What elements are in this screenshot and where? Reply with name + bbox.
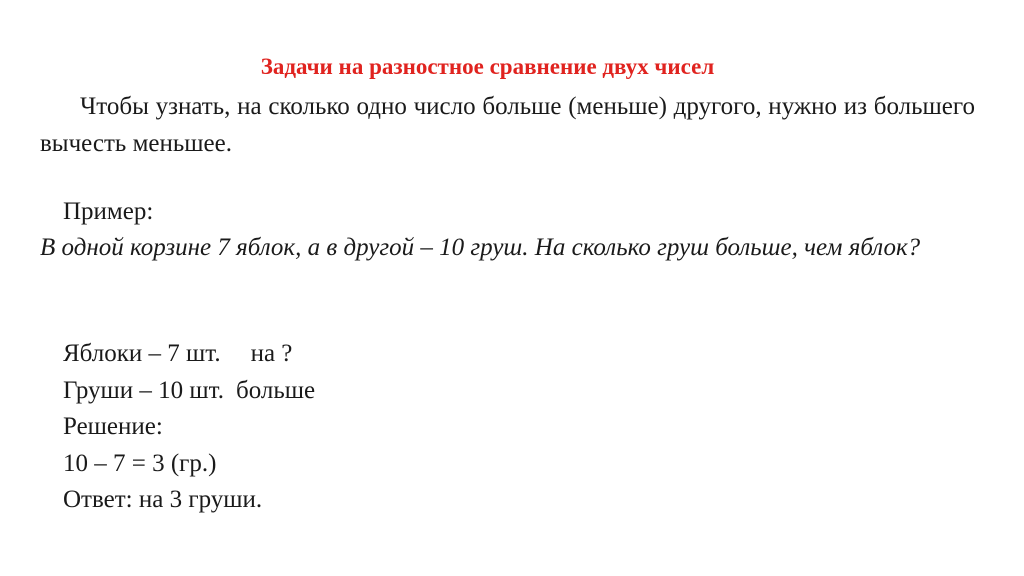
slide-title: Задачи на разностное сравнение двух чисел: [260, 54, 715, 79]
condition-apples-note: на ?: [250, 340, 293, 367]
solution-label: Решение:: [63, 413, 163, 440]
rule-text: Чтобы узнать, на сколько одно число больше (меньше) другого, нужно из большего вычесть меньшее.: [40, 93, 975, 157]
condition-pears: Груши – 10 шт.: [63, 376, 224, 404]
example-problem-text: В одной корзине 7 яблок, а в другой – 10 груш. На сколько груш больше, чем яблок?: [40, 234, 921, 261]
solution-block: [63, 336, 315, 519]
condition-apples-line: [63, 336, 315, 373]
condition-apples: Яблоки – 7 шт.: [63, 340, 221, 367]
example-label: Пример:: [63, 198, 154, 225]
condition-pears-line: [63, 373, 315, 410]
condition-pears-note: больше: [235, 376, 316, 404]
solution-expression: 10 – 7 = 3 (гр.): [63, 449, 217, 477]
answer-line: Ответ: на 3 груши.: [63, 486, 263, 513]
rule-paragraph: [40, 88, 975, 162]
